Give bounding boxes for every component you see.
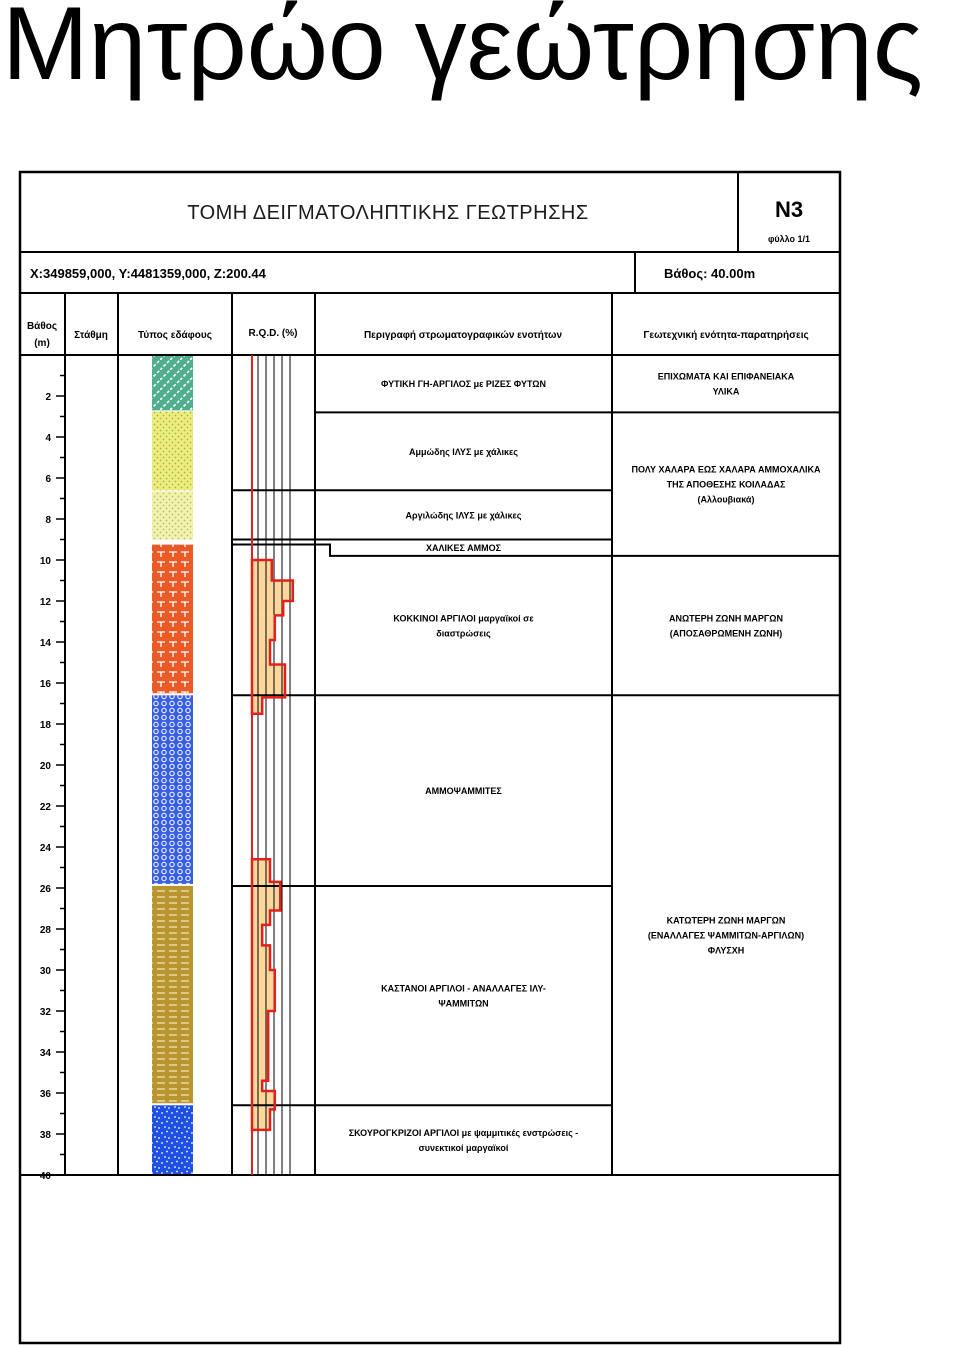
- layer-description-text: ΧΑΛΙΚΕΣ ΑΜΜΟΣ: [426, 543, 501, 554]
- lithology-layer: [152, 355, 193, 410]
- geotechnical-unit-text: ΠΟΛΥ ΧΑΛΑΡΑ ΕΩΣ ΧΑΛΑΡΑ ΑΜΜΟΧΑΛΙΚΑ: [631, 464, 821, 475]
- log-title: ΤΟΜΗ ΔΕΙΓΜΑΤΟΛΗΠΤΙΚΗΣ ΓΕΩΤΡΗΣΗΣ: [187, 202, 589, 224]
- column-header-depth: Βάθος: [26, 321, 58, 332]
- lithology-layer: [152, 886, 193, 1103]
- layer-boundary-line: [232, 545, 612, 556]
- geotechnical-unit-text: (ΕΝΑΛΛΑΓΕΣ ΨΑΜΜΙΤΩΝ-ΑΡΓΙΛΩΝ): [647, 930, 805, 941]
- log-frame: [20, 172, 840, 1343]
- depth-tick-label: 28: [39, 925, 51, 936]
- layer-description-text: Αργιλώδης ΙΛΥΣ με χάλικες: [405, 510, 522, 521]
- column-header-geotechnical: Γεωτεχνική ενότητα-παρατηρήσεις: [643, 330, 809, 341]
- depth-tick-label: 38: [39, 1130, 51, 1141]
- depth-tick-label: 6: [45, 474, 51, 485]
- geotechnical-unit-text: ΥΛΙΚΑ: [712, 386, 740, 397]
- geotechnical-unit-text: (ΑΠΟΣΑΘΡΩΜΕΝΗ ΖΩΝΗ): [669, 628, 783, 639]
- lithology-layer: [152, 491, 193, 539]
- grid-layer: [20, 172, 840, 1343]
- geotechnical-unit-text: ΚΑΤΩΤΕΡΗ ΖΩΝΗ ΜΑΡΓΩΝ: [666, 915, 786, 926]
- rqd-bar: [252, 1091, 275, 1109]
- geotechnical-unit-text: (Αλλουβιακά): [697, 494, 755, 505]
- depth-tick-label: 20: [39, 761, 51, 772]
- geotechnical-unit-text: ΤΗΣ ΑΠΟΘΕΣΗΣ ΚΟΙΛΑΔΑΣ: [666, 479, 786, 490]
- column-header-description: Περιγραφή στρωματογραφικών ενοτήτων: [363, 330, 563, 341]
- depth-tick-label: 4: [45, 433, 51, 444]
- rqd-bar: [252, 640, 270, 665]
- rqd-bar: [252, 697, 262, 713]
- total-depth: Βάθος: 40.00m: [664, 266, 756, 281]
- rqd-bar: [252, 665, 285, 698]
- depth-tick-label: 8: [45, 515, 51, 526]
- rqd-bar: [252, 945, 270, 970]
- depth-tick-label: 2: [45, 392, 51, 403]
- depth-tick-label: 36: [39, 1089, 51, 1100]
- lithology-layer: [152, 695, 193, 884]
- depth-tick-label: 26: [39, 884, 51, 895]
- text-layer: [27, 197, 821, 1182]
- column-header-depth-unit: (m): [34, 338, 50, 349]
- rqd-bar: [252, 859, 270, 882]
- depth-tick-label: 22: [39, 802, 51, 813]
- slide-title: Μητρώο γεώτρησης: [2, 0, 923, 102]
- borehole-id: Ν3: [774, 197, 804, 222]
- layer-description-text: ΚΟΚΚΙΝΟΙ ΑΡΓΙΛΟΙ μαργαϊκοί σε: [393, 613, 534, 624]
- lithology-layer: [152, 411, 193, 490]
- rqd-bar: [252, 970, 275, 1011]
- layer-description-text: Αμμώδης ΙΛΥΣ με χάλικες: [409, 446, 518, 457]
- rqd-bar: [252, 1081, 262, 1091]
- layer-description-text: ΦΥΤΙΚΗ ΓΗ-ΑΡΓΙΛΟΣ με ΡΙΖΕΣ ΦΥΤΩΝ: [381, 379, 546, 390]
- depth-tick-label: 34: [39, 1048, 51, 1059]
- depth-tick-label: 32: [39, 1007, 51, 1018]
- depth-tick-label: 24: [39, 843, 51, 854]
- sheet-number: φύλλο 1/1: [767, 234, 811, 244]
- depth-tick-label: 18: [39, 720, 51, 731]
- depth-tick-label: 40: [39, 1171, 51, 1182]
- rqd-bar: [252, 911, 270, 925]
- depth-tick-label: 30: [39, 966, 51, 977]
- geotechnical-unit-text: ΕΠΙΧΩΜΑΤΑ ΚΑΙ ΕΠΙΦΑΝΕΙΑΚΑ: [657, 371, 795, 382]
- rqd-bar: [252, 925, 262, 946]
- column-header-soil-type: Τύπος εδάφους: [138, 330, 212, 341]
- column-header-rqd: R.Q.D. (%): [248, 328, 298, 339]
- column-header-water-level: Στάθμη: [74, 330, 108, 341]
- rqd-bar: [252, 1109, 270, 1130]
- layer-description-text: ΑΜΜΟΨΑΜΜΙΤΕΣ: [425, 786, 502, 797]
- depth-tick-label: 12: [39, 597, 51, 608]
- lithology-layer: [152, 1105, 193, 1175]
- fills-layer: [152, 355, 293, 1175]
- layer-description-text: συνεκτικοί μαργαϊκοί: [418, 1143, 509, 1154]
- layer-description-text: διαστρώσεις: [436, 628, 491, 639]
- depth-tick-label: 14: [39, 638, 51, 649]
- geotechnical-unit-text: ΦΛΥΣΧΗ: [707, 945, 745, 956]
- geotechnical-unit-text: ΑΝΩΤΕΡΗ ΖΩΝΗ ΜΑΡΓΩΝ: [668, 613, 784, 624]
- layer-description-text: ΚΑΣΤΑΝΟΙ ΑΡΓΙΛΟΙ - ΑΝΑΛΛΑΓΕΣ ΙΛΥ-: [381, 983, 546, 994]
- rqd-bar: [252, 615, 275, 640]
- rqd-bar: [252, 560, 272, 581]
- layer-description-text: ΣΚΟΥΡΟΓΚΡΙΖΟΙ ΑΡΓΙΛΟΙ με ψαμμιτικές ενστρώσεις -: [348, 1128, 579, 1139]
- depth-tick-label: 16: [39, 679, 51, 690]
- depth-tick-label: 10: [39, 556, 51, 567]
- rqd-bar: [252, 601, 283, 615]
- lithology-layer: [152, 545, 193, 694]
- layer-description-text: ΨΑΜΜΙΤΩΝ: [438, 998, 489, 1009]
- coordinates: Χ:349859,000, Υ:4481359,000, Ζ:200.44: [30, 266, 266, 281]
